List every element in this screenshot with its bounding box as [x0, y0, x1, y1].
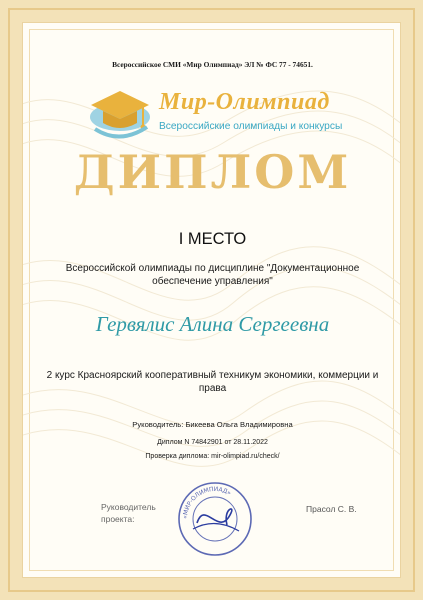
- signer-name: Прасол С. В.: [306, 504, 357, 514]
- certificate-card: [22, 22, 401, 578]
- svg-text:«МИР-ОЛИМПИАД»: [182, 486, 233, 519]
- discipline-text: Всероссийской олимпиады по дисциплине "Документационное обеспечение управления": [65, 263, 360, 287]
- leader-line: Руководитель: Бикеева Ольга Владимировна: [132, 420, 293, 429]
- registry-line: Всероссийское СМИ «Мир Олимпиад» ЭЛ № ФС 77 - 74651.: [112, 60, 313, 69]
- place-heading: I МЕСТО: [178, 230, 247, 248]
- school-text: 2 курс Красноярский кооперативный техникум экономики, коммерции и права: [46, 370, 379, 394]
- recipient-name: Гервялис Алина Сергеевна: [95, 312, 330, 336]
- signature-label: Руководитель проекта:: [101, 502, 156, 524]
- check-link: Проверка диплома: mir-olimpiad.ru/check/: [145, 453, 280, 460]
- brand-tagline: Всероссийские олимпиады и конкурсы: [159, 121, 343, 132]
- diploma-title: ДИПЛОМ: [73, 145, 352, 199]
- stamp-seal-icon: [175, 479, 255, 559]
- stamp-text: «МИР-ОЛИМПИАД»: [181, 485, 233, 520]
- brand-name: Мир-Олимпиад: [159, 89, 330, 115]
- graduation-cap-icon: [85, 83, 155, 145]
- diploma-number: Диплом N 74842901 от 28.11.2022: [157, 439, 268, 446]
